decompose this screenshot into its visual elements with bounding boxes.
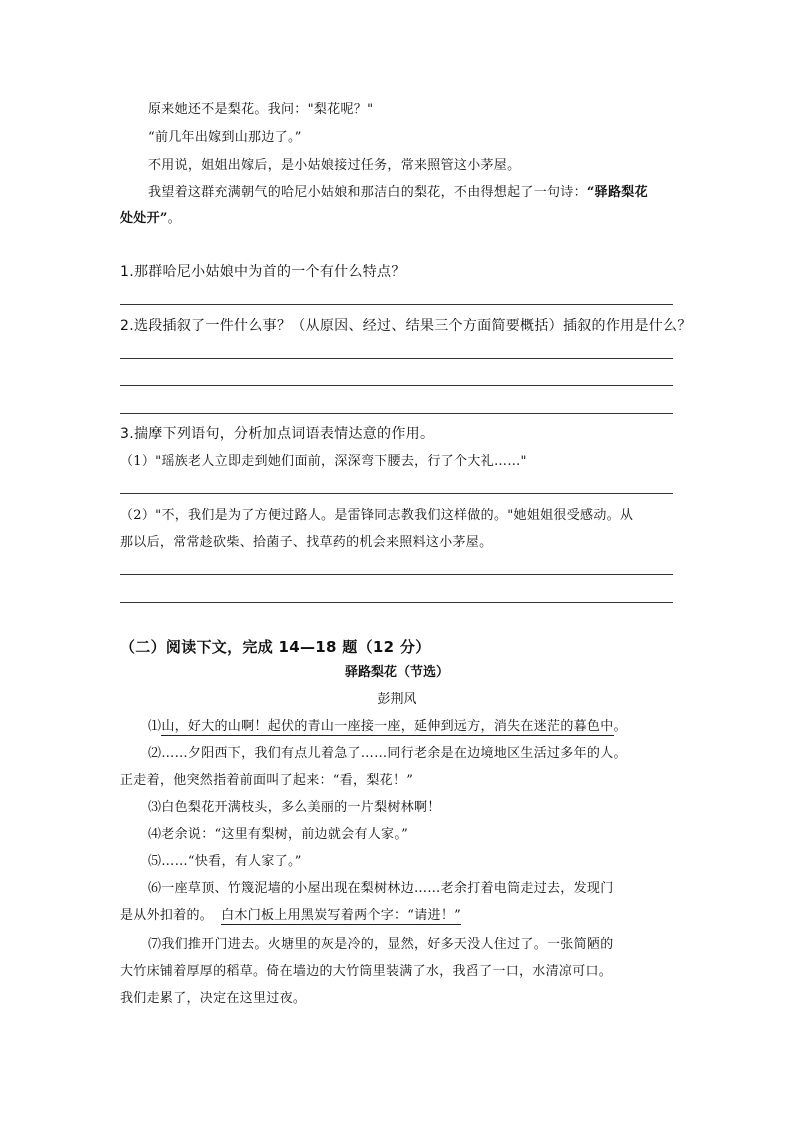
answer-line[interactable] (120, 413, 673, 414)
passage-paragraph (120, 184, 708, 202)
answer-line[interactable] (120, 493, 673, 494)
poem-quote: 处处开” (120, 211, 168, 226)
article-paragraph-3: ⑶白色梨花开满枝头，多么美丽的一片梨树林啊！ (148, 800, 441, 815)
article-paragraph-2-cont: 正走着，他突然指着前面叫了起来：“看，梨花！” (120, 773, 414, 788)
underlined-sentence: 山，好大的山啊！起伏的青山一座接一座，延伸到远方，消失在迷茫的暮色中 (161, 719, 614, 734)
passage-paragraph: “前几年出嫁到山那边了。” (148, 130, 302, 145)
passage-paragraph (120, 210, 680, 228)
answer-line[interactable] (120, 358, 673, 359)
section-heading: （二）阅读下文，完成 14—18 题（12 分） (120, 638, 431, 656)
poem-quote: “驿路梨花 (586, 185, 648, 200)
passage-paragraph: 原来她还不是梨花。我问："梨花呢？" (148, 102, 374, 117)
passage-text: 。 (167, 211, 181, 226)
answer-line[interactable] (120, 304, 673, 305)
article-paragraph-2: ⑵……夕阳西下，我们有点儿着急了……同行老余是在边境地区生活过多年的人。 (148, 746, 627, 761)
article-paragraph-6: ⑹一座草顶、竹篾泥墙的小屋出现在梨树林边……老余打着电筒走过去，发现门 (148, 881, 614, 896)
answer-line[interactable] (120, 385, 673, 386)
answer-line[interactable] (120, 574, 673, 575)
paragraph-end: 。 (613, 719, 627, 734)
passage-paragraph: 不用说，姐姐出嫁后，是小姑娘接过任务，常来照管这小茅屋。 (148, 158, 521, 173)
article-paragraph-5: ⑸……“快看，有人家了。” (148, 854, 302, 869)
question-2: 2.选段插叙了一件什么事？（从原因、经过、结果三个方面简要概括）插叙的作用是什么？ (120, 318, 692, 334)
article-title: 驿路梨花（节选） (344, 665, 449, 680)
article-paragraph-6-cont (120, 907, 680, 925)
question-3-item-1: （1）"瑶族老人立即走到她们面前，深深弯下腰去，行了个大礼……" (120, 454, 527, 469)
question-1: 1.那群哈尼小姑娘中为首的一个有什么特点？ (120, 264, 406, 280)
article-paragraph-7-cont: 大竹床铺着厚厚的稻草。倚在墙边的大竹筒里装满了水，我舀了一口，水清凉可口。 (120, 964, 613, 979)
question-3: 3.揣摩下列语句，分析加点词语表情达意的作用。 (120, 426, 435, 442)
article-paragraph-7-cont: 我们走累了，决定在这里过夜。 (120, 991, 307, 1006)
paragraph-text: 是从外扣着的。 (120, 908, 214, 923)
article-paragraph-1 (120, 718, 708, 736)
paragraph-number: ⑴ (148, 719, 162, 734)
answer-line[interactable] (120, 602, 673, 603)
article-paragraph-7: ⑺我们推开门进去。火塘里的灰是冷的，显然，好多天没人住过了。一张简陋的 (148, 937, 614, 952)
question-3-item-2-cont: 那以后，常常趁砍柴、拾菌子、找草药的机会来照料这小茅屋。 (120, 535, 493, 550)
article-paragraph-4: ⑷老余说：“这里有梨树，前边就会有人家。” (148, 827, 409, 842)
question-3-item-2: （2）"不，我们是为了方便过路人。是雷锋同志教我们这样做的。"她姐姐很受感动。从 (120, 508, 634, 523)
passage-text: 我望着这群充满朝气的哈尼小姑娘和那洁白的梨花，不由得想起了一句诗： (148, 185, 587, 200)
underlined-sentence: 白木门板上用黑炭写着两个字：“请进！” (221, 908, 462, 923)
article-author: 彭荆风 (377, 692, 417, 707)
